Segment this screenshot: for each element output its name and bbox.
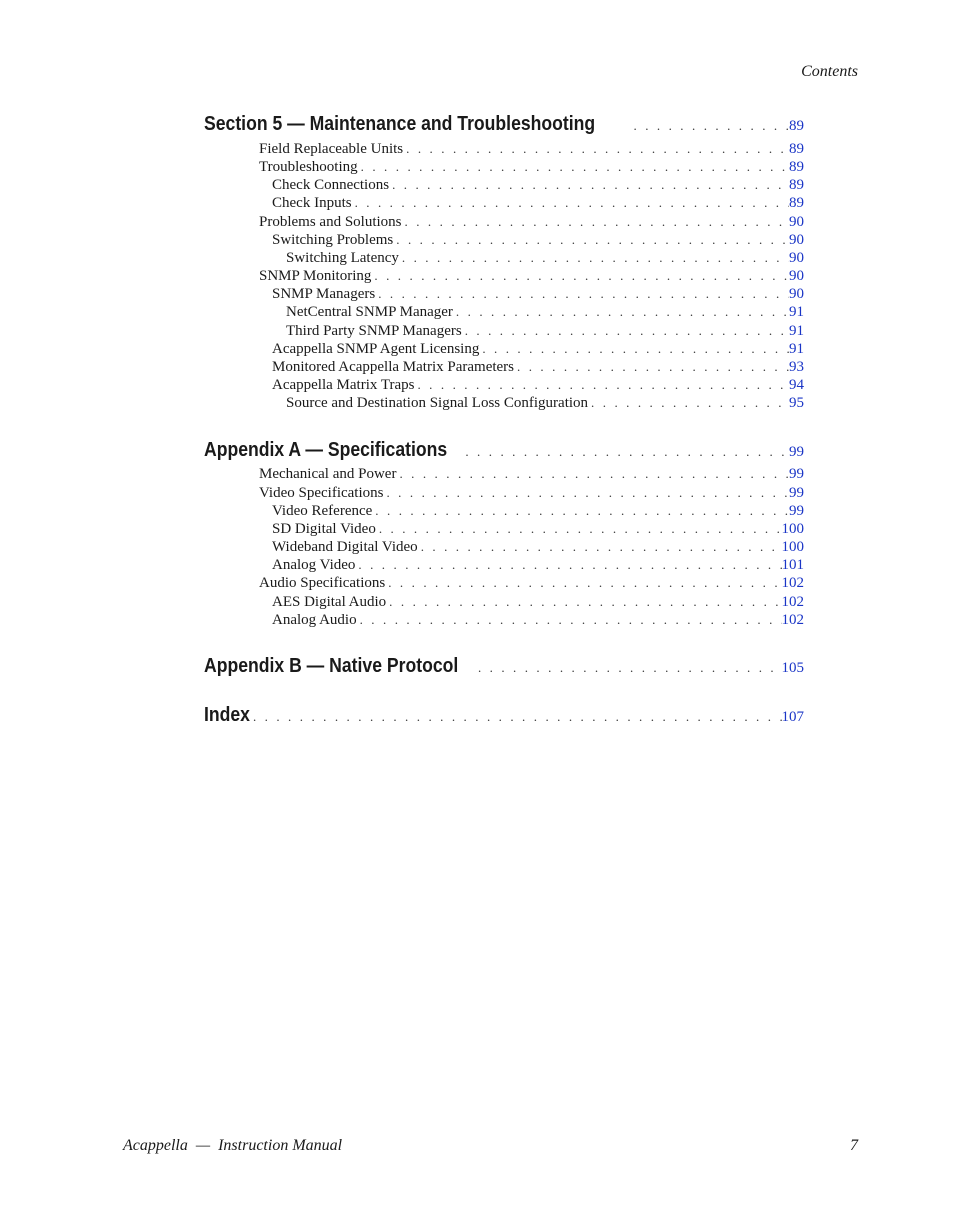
toc-entry-title: Index — [204, 704, 250, 726]
toc-entry-title: Acappella SNMP Agent Licensing — [272, 341, 480, 357]
toc-entry-title: Check Connections — [272, 177, 390, 193]
toc-entry-title: Source and Destination Signal Loss Configuration — [286, 395, 589, 411]
toc-entry-title: Switching Problems — [272, 232, 394, 248]
dot-leader — [475, 660, 782, 676]
toc-entry-title: Analog Audio — [272, 612, 357, 628]
dot-leader — [399, 250, 789, 266]
toc-entry-title: Video Reference — [272, 503, 373, 519]
toc-page-link[interactable]: 90 — [789, 268, 804, 284]
dot-leader — [453, 304, 789, 320]
toc-entry[interactable] — [204, 612, 804, 631]
toc-entry[interactable] — [204, 195, 804, 214]
toc-entry[interactable] — [204, 250, 804, 269]
toc-entry[interactable] — [204, 521, 804, 540]
toc-page-link[interactable]: 90 — [789, 232, 804, 248]
toc-entry[interactable] — [204, 359, 804, 378]
toc-entry[interactable] — [204, 214, 804, 233]
toc-page-link[interactable]: 90 — [789, 250, 804, 266]
toc-page-link[interactable]: 102 — [781, 594, 804, 610]
toc-entry-title: Field Replaceable Units — [259, 141, 404, 157]
toc-entry-title: Appendix A — Specifications — [204, 439, 448, 461]
toc-page-link[interactable]: 99 — [789, 503, 804, 519]
toc-page-link[interactable]: 94 — [789, 377, 804, 393]
toc-entry[interactable] — [204, 286, 804, 305]
toc-page-link[interactable]: 99 — [789, 466, 804, 482]
toc-page-link[interactable]: 91 — [789, 323, 804, 339]
toc-entry[interactable] — [204, 557, 804, 576]
toc-entry-title: Switching Latency — [286, 250, 399, 266]
toc-entry-title: Third Party SNMP Managers — [286, 323, 462, 339]
dot-leader — [383, 485, 789, 501]
toc-page-link[interactable]: 90 — [789, 214, 804, 230]
toc-page-link[interactable]: 102 — [781, 575, 804, 591]
footer-manual-title: Acappella — Instruction Manual — [123, 1137, 343, 1154]
toc-heading-entry[interactable] — [204, 439, 804, 463]
toc-entry-title: SD Digital Video — [272, 521, 376, 537]
footer-page-number: 7 — [850, 1137, 858, 1154]
toc-entry[interactable] — [204, 575, 804, 594]
toc-entry[interactable] — [204, 503, 804, 522]
dot-leader — [352, 195, 789, 211]
dot-leader — [479, 341, 789, 357]
toc-page-link[interactable]: 91 — [789, 341, 804, 357]
toc-entry-title: Monitored Acappella Matrix Parameters — [272, 359, 515, 375]
toc-page-link[interactable]: 90 — [789, 286, 804, 302]
toc-page-link[interactable]: 101 — [781, 557, 804, 573]
toc-entry-title: AES Digital Audio — [272, 594, 387, 610]
dot-leader — [385, 575, 781, 591]
toc-entry[interactable] — [204, 377, 804, 396]
dot-leader — [402, 214, 789, 230]
toc-entry[interactable] — [204, 395, 804, 414]
dot-leader — [393, 232, 789, 248]
toc-entry-title: Wideband Digital Video — [272, 539, 418, 555]
toc-page-link[interactable]: 102 — [781, 612, 804, 628]
dot-leader — [358, 159, 789, 175]
toc-page-link[interactable]: 100 — [781, 521, 804, 537]
toc-heading-entry[interactable] — [204, 113, 804, 137]
toc-entry-title: SNMP Managers — [272, 286, 376, 302]
toc-entry[interactable] — [204, 323, 804, 342]
dot-leader — [462, 444, 789, 460]
toc-entry-title: NetCentral SNMP Manager — [286, 304, 453, 320]
toc-entry[interactable] — [204, 141, 804, 160]
toc-heading-entry[interactable] — [204, 655, 804, 679]
toc-page-link[interactable]: 107 — [781, 709, 804, 725]
toc-entry-title: Problems and Solutions — [259, 214, 402, 230]
toc-entry-title: Check Inputs — [272, 195, 352, 211]
dot-leader — [238, 709, 781, 725]
toc-entry[interactable] — [204, 232, 804, 251]
toc-page-link[interactable]: 89 — [789, 195, 804, 211]
toc-entry[interactable] — [204, 539, 804, 558]
toc-entry-title: Acappella Matrix Traps — [272, 377, 415, 393]
toc-page-link[interactable]: 89 — [789, 159, 804, 175]
running-head: Contents — [801, 63, 858, 80]
toc-page-link[interactable]: 105 — [781, 660, 804, 676]
toc-entry[interactable] — [204, 466, 804, 485]
dot-leader — [414, 377, 789, 393]
toc-entry-title: Video Specifications — [259, 485, 384, 501]
dot-leader — [357, 612, 782, 628]
toc-entry-title: Mechanical and Power — [259, 466, 397, 482]
dot-leader — [371, 268, 789, 284]
toc-page-link[interactable]: 89 — [789, 141, 804, 157]
dot-leader — [631, 118, 790, 134]
dot-leader — [389, 177, 789, 193]
toc-page-link[interactable]: 89 — [789, 177, 804, 193]
toc-entry[interactable] — [204, 159, 804, 178]
dot-leader — [386, 594, 781, 610]
toc-page-link[interactable]: 89 — [789, 118, 804, 134]
dot-leader — [418, 539, 782, 555]
toc-entry-title: Appendix B — Native Protocol — [204, 655, 459, 677]
toc-page-link[interactable]: 95 — [789, 395, 804, 411]
toc-entry-title: Section 5 — Maintenance and Troubleshooting — [204, 113, 596, 135]
dot-leader — [375, 286, 789, 302]
toc-entry-title: SNMP Monitoring — [259, 268, 372, 284]
toc-entry[interactable] — [204, 341, 804, 360]
toc-page-link[interactable]: 100 — [781, 539, 804, 555]
dot-leader — [372, 503, 789, 519]
dot-leader — [514, 359, 789, 375]
dot-leader — [462, 323, 789, 339]
toc-entry[interactable] — [204, 594, 804, 613]
dot-leader — [355, 557, 781, 573]
toc-entry-title: Analog Video — [272, 557, 356, 573]
toc-entry[interactable] — [204, 304, 804, 323]
toc-heading-entry[interactable] — [204, 704, 804, 728]
toc-page-link[interactable]: 99 — [789, 485, 804, 501]
toc-entry[interactable] — [204, 268, 804, 287]
toc-entry[interactable] — [204, 177, 804, 196]
toc-entry-title: Troubleshooting — [259, 159, 358, 175]
toc-page-link[interactable]: 99 — [789, 444, 804, 460]
dot-leader — [588, 395, 789, 411]
toc-page-link[interactable]: 91 — [789, 304, 804, 320]
toc-entry[interactable] — [204, 485, 804, 504]
table-of-contents — [204, 0, 804, 1227]
dot-leader — [403, 141, 789, 157]
toc-entry-title: Audio Specifications — [259, 575, 386, 591]
toc-page-link[interactable]: 93 — [789, 359, 804, 375]
dot-leader — [396, 466, 789, 482]
dot-leader — [376, 521, 782, 537]
